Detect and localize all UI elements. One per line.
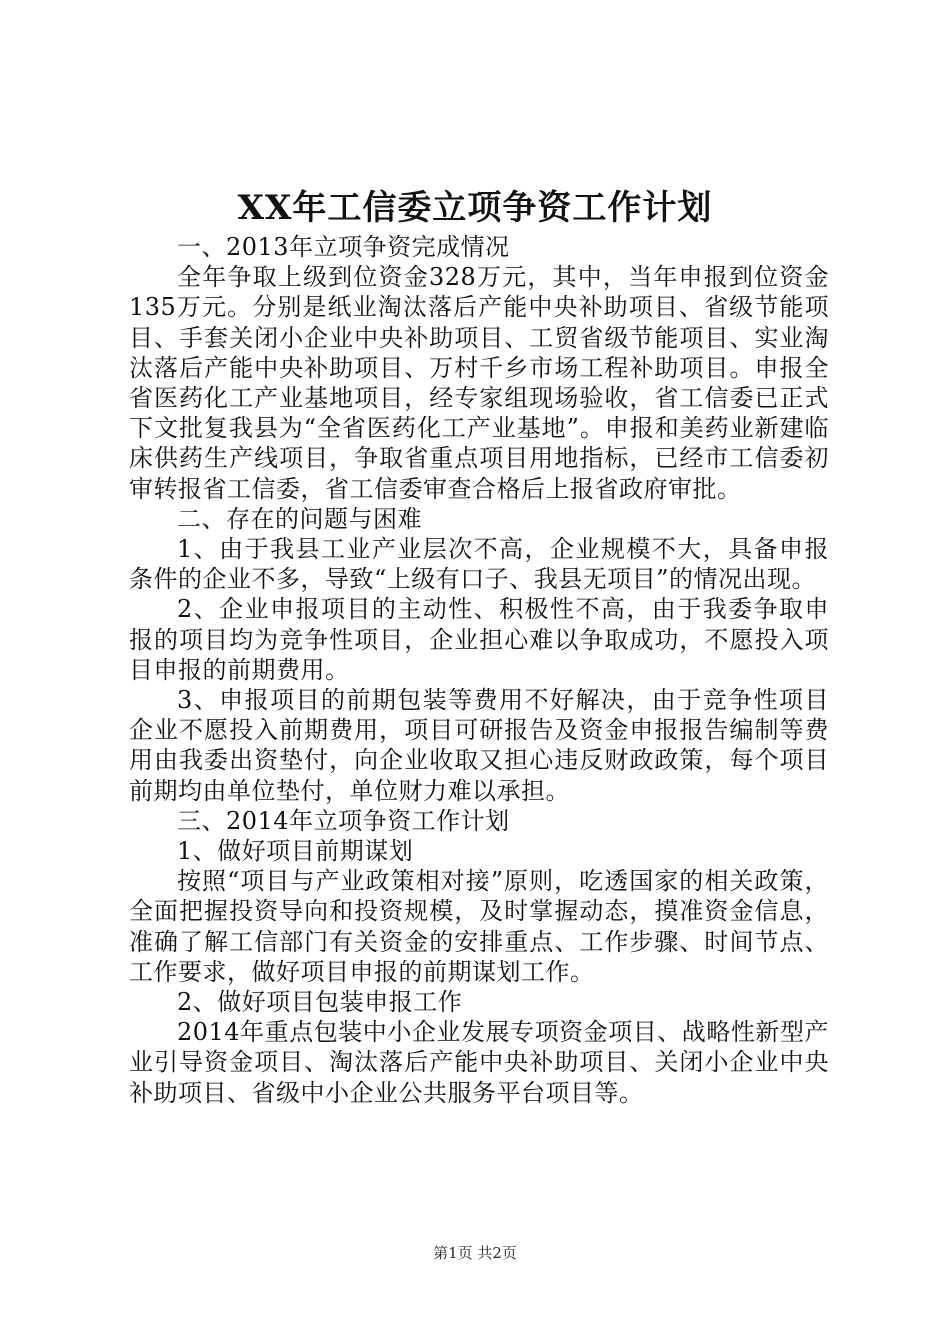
section-heading-1: 一、2013年立项争资完成情况 — [177, 233, 510, 261]
paragraph-problem-3: 3、申报项目的前期包装等费用不好解决，由于竞争性项目企业不愿投入前期费用，项目可研报告及资金申报报告编制等费用由我委出资垫付，向企业收取又担心违反财政政策，每个项目前期均由单位垫付，单位财力难以承担。 — [129, 686, 829, 805]
document-body — [129, 232, 829, 1108]
section-heading-2: 二、存在的问题与困难 — [177, 504, 422, 533]
section-heading-3: 三、2014年立项争资工作计划 — [177, 806, 510, 835]
subheading-plan-2: 2、做好项目包装申报工作 — [177, 988, 463, 1017]
paragraph-problem-1: 1、由于我县工业产业层次不高，企业规模不大，具备申报条件的企业不多，导致“上级有口子、我县无项目”的情况出现。 — [129, 535, 829, 594]
paragraph-funding-summary: 全年争取上级到位资金328万元，其中，当年申报到位资金135万元。分别是纸业淘汰落后产能中央补助项目、省级节能项目、手套关闭小企业中央补助项目、工贸省级节能项目、实业淘汰落后产能中央补助项目、万村千乡市场工程补助项目。申报全省医药化工产业基地项目，经专家组现场验收，省工信委已正式下文批复我县为“全省医药化工产业基地”。申报和美药业新建临床供药生产线项目，争取省重点项目用地指标，已经市工信委初审转报省工信委，省工信委审查合格后上报省政府审批。 — [129, 263, 829, 503]
subheading-plan-1: 1、做好项目前期谋划 — [177, 837, 414, 866]
paragraph-plan-1: 按照“项目与产业政策相对接”原则，吃透国家的相关政策，全面把握投资导向和投资规模，及时掌握动态，摸准资金信息，准确了解工信部门有关资金的安排重点、工作步骤、时间节点、工作要求，做好项目申报的前期谋划工作。 — [129, 867, 829, 986]
page-indicator: 第1页 共2页 — [433, 1244, 517, 1262]
paragraph-plan-2: 2014年重点包装中小企业发展专项资金项目、战略性新型产业引导资金项目、淘汰落后产能中央补助项目、关闭小企业中央补助项目、省级中小企业公共服务平台项目等。 — [129, 1018, 829, 1107]
document-title: XX年工信委立项争资工作计划 — [237, 188, 713, 228]
paragraph-problem-2: 2、企业申报项目的主动性、积极性不高，由于我委争取申报的项目均为竞争性项目，企业担心难以争取成功，不愿投入项目申报的前期费用。 — [129, 595, 829, 684]
